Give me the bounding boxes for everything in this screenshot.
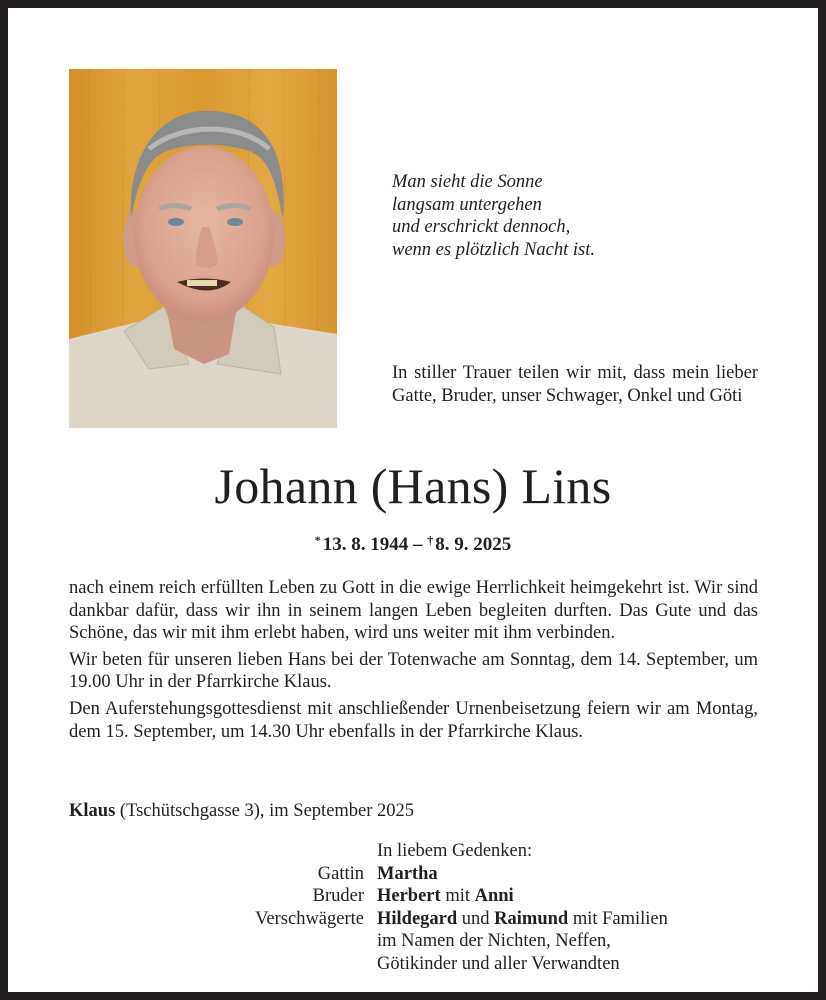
birth-star-icon: * [314,533,321,547]
mourner-name: Raimund [494,908,569,929]
death-cross-icon: † [427,533,434,547]
signoff-footer-line: im Namen der Nichten, Neffen, [377,931,611,952]
place-town: Klaus [69,801,116,821]
mourner-row [8,863,818,886]
place-address-date: (Tschütschgasse 3), im September 2025 [115,801,415,821]
mourner-row: Bruder Herbert mit Anni [8,885,818,908]
signoff-heading-row [8,840,818,863]
body-paragraph: Wir beten für unseren lieben Hans bei der Totenwache am Sonntag, dem 14. September, um 19.00 Uhr in der Pfarrkirche Klaus. [69,649,758,693]
mourner-name: Herbert [377,886,441,907]
deceased-name: Johann (Hans) Lins [214,458,612,514]
birth-date: 13. 8. 1944 [322,534,409,555]
mourner-row: Verschwägerte Hildegard und Raimund mit Familien [8,908,818,931]
body-paragraph: Den Auferstehungsgottesdienst mit anschließender Urnenbeisetzung feiern wir am Montag, dem 15. September, um 14.30 Uhr ebenfalls in der Pfarrkirche Klaus. [69,698,758,742]
signoff-footer-line: Götikinder und aller Verwandten [377,953,620,974]
intro-text: In stiller Trauer teilen wir mit, dass mein lieber Gatte, Bruder, unser Schwager, Onkel und Göti [392,363,758,406]
body-paragraph: nach einem reich erfüllten Leben zu Gott in die ewige Herrlichkeit heimgekehrt ist. Wir sind dankbar dafür, dass wir ihn in seinem langen Leben begleiten durften. Das Gute und das Schöne, das wir mit ihm erlebt haben, wird uns weiter mit ihm verbinden. [69,578,758,644]
quote-line: wenn es plötzlich Nacht ist. [392,239,595,260]
obituary-body [69,577,758,747]
portrait-photo [69,69,337,428]
relation-label: Gattin [317,863,364,884]
mourner-name: Martha [377,863,438,884]
quote-line: Man sieht die Sonne [392,172,543,192]
portrait-image [69,69,337,428]
place-and-date [69,800,414,823]
mourner-name: Anni [474,886,514,907]
quote-line: und erschrickt dennoch, [392,217,571,237]
mourner-name: Hildegard [377,908,458,929]
signoff-heading: In liebem Gedenken: [377,841,533,861]
mourners-list [8,840,818,976]
death-date: 8. 9. 2025 [435,534,512,555]
obituary-notice [8,8,818,992]
memorial-quote [392,171,595,261]
relation-label: Bruder [312,886,364,907]
relation-label: Verschwägerte [255,908,364,929]
life-dates [8,528,818,557]
date-separator: – [413,534,423,555]
quote-line: langsam untergehen [392,194,542,215]
